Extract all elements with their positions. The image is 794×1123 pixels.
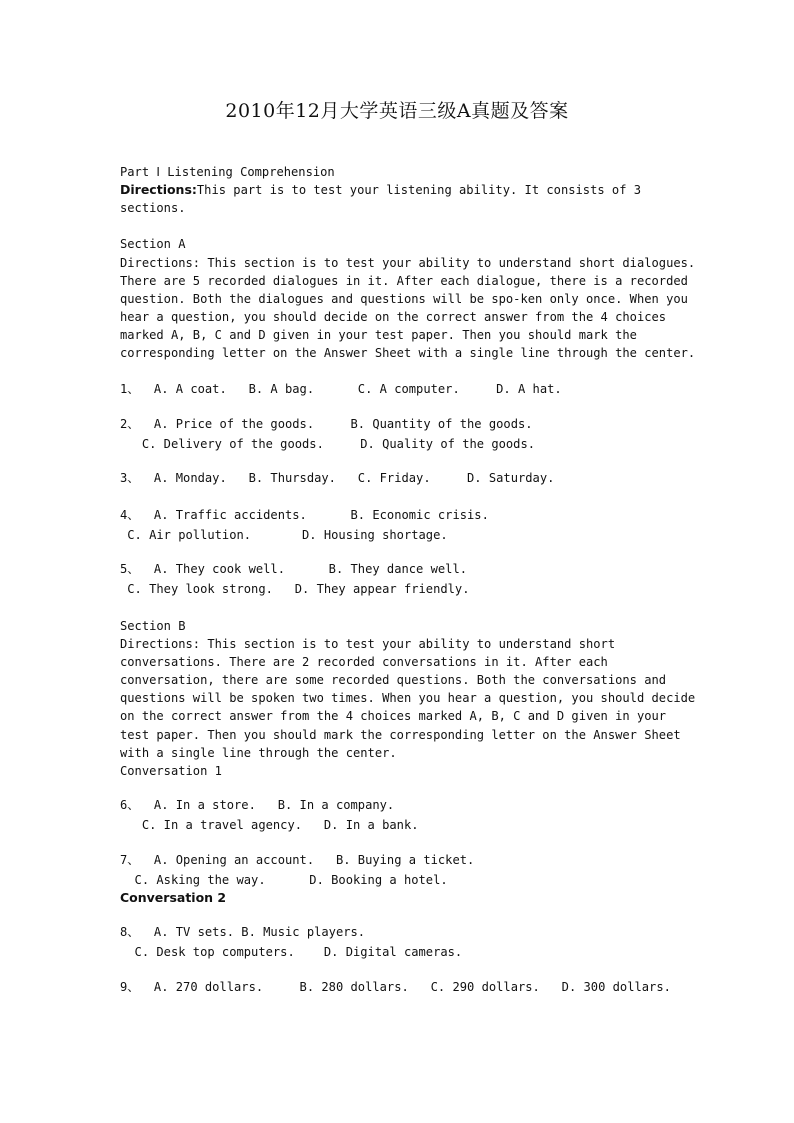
question-6-options: C. In a travel agency. D. In a bank. (120, 818, 419, 832)
question-7-options: C. Asking the way. D. Booking a hotel. (120, 873, 448, 887)
part1-directions-cont: sections. (120, 201, 186, 215)
section-b-line: on the correct answer from the 4 choices marked A, B, C and D given in your (120, 709, 667, 723)
section-b-line: with a single line through the center. (120, 746, 397, 760)
section-a-line: Directions: This section is to test your ability to understand short dialogues. (120, 256, 696, 270)
question-7: 7、 A. Opening an account. B. Buying a ticket. (120, 853, 475, 867)
question-9: 9、 A. 270 dollars. B. 280 dollars. C. 290 dollars. D. 300 dollars. (120, 980, 671, 994)
question-2: 2、 A. Price of the goods. B. Quantity of the goods. (120, 417, 533, 431)
section-a-line: marked A, B, C and D given in your test paper. Then you should mark the (120, 328, 637, 342)
question-6: 6、 A. In a store. B. In a company. (120, 798, 395, 812)
question-8-options: C. Desk top computers. D. Digital cameras. (120, 945, 463, 959)
question-5: 5、 A. They cook well. B. They dance well. (120, 562, 468, 576)
section-b-line: test paper. Then you should mark the corresponding letter on the Answer Sheet (120, 728, 681, 742)
section-a-line: question. Both the dialogues and questions will be spo-ken only once. When you (120, 292, 688, 306)
directions-label: Directions: (120, 182, 197, 197)
section-b-line: conversation, there are some recorded questions. Both the conversations and (120, 673, 667, 687)
conversation-2-heading: Conversation 2 (120, 890, 227, 905)
question-4: 4、 A. Traffic accidents. B. Economic crisis. (120, 508, 489, 522)
question-8: 8、 A. TV sets. B. Music players. (120, 925, 366, 939)
section-a-line: There are 5 recorded dialogues in it. After each dialogue, there is a recorded (120, 274, 688, 288)
directions-text: This part is to test your listening ability. It consists of 3 (196, 183, 642, 197)
section-a-line: corresponding letter on the Answer Sheet with a single line through the center. (120, 346, 696, 360)
conversation-1-heading: Conversation 1 (120, 764, 222, 778)
section-a-line: hear a question, you should decide on the correct answer from the 4 choices (120, 310, 667, 324)
question-4-options: C. Air pollution. D. Housing shortage. (120, 528, 448, 542)
part1-heading: Part Ⅰ Listening Comprehension (120, 165, 335, 179)
section-a-heading: Section A (120, 237, 186, 251)
section-b-line: questions will be spoken two times. When you hear a question, you should decide (120, 691, 696, 705)
section-b-line: conversations. There are 2 recorded conversations in it. After each (120, 655, 608, 669)
part1-directions (120, 181, 641, 199)
question-3: 3、 A. Monday. B. Thursday. C. Friday. D. Saturday. (120, 471, 555, 485)
page-title: 2010年12月大学英语三级A真题及答案 (225, 100, 569, 122)
question-5-options: C. They look strong. D. They appear friendly. (120, 582, 470, 596)
question-1: 1、 A. A coat. B. A bag. C. A computer. D. A hat. (120, 382, 562, 396)
section-b-heading: Section B (120, 619, 186, 633)
question-2-options: C. Delivery of the goods. D. Quality of the goods. (120, 437, 536, 451)
section-b-line: Directions: This section is to test your ability to understand short (120, 637, 616, 651)
